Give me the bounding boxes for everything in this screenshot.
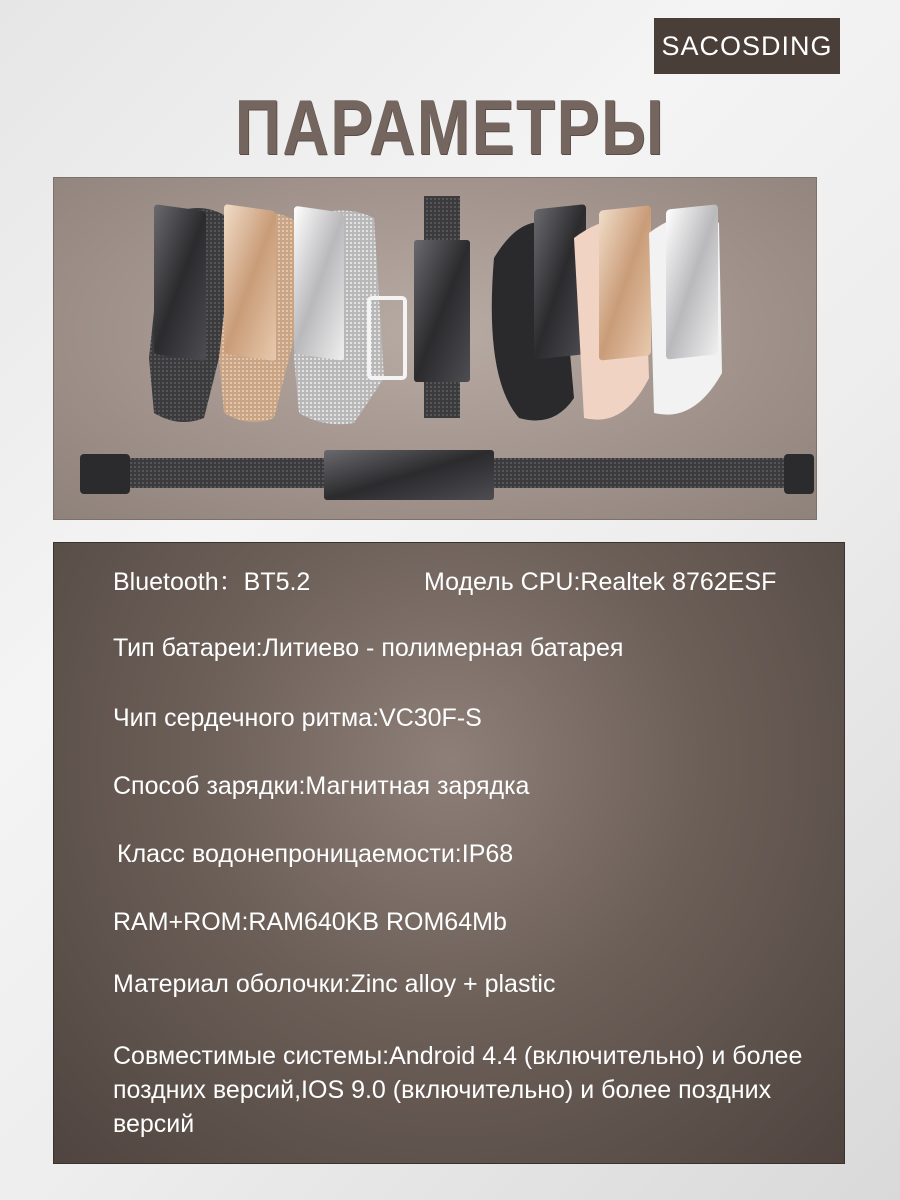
- spec-waterproof: Класс водонепроницаемости:IP68: [117, 840, 514, 868]
- spec-charging: Способ зарядки:Магнитная зарядка: [113, 772, 530, 800]
- band-black-mesh-front: [414, 196, 470, 418]
- brand-logo: [654, 18, 840, 74]
- band-rose-gold-mesh: [219, 204, 304, 422]
- band-black-silicone: [492, 204, 586, 420]
- band-black-mesh: [149, 204, 234, 422]
- spec-heart-rate-chip: Чип сердечного ритма:VC30F-S: [113, 704, 482, 732]
- product-image: [53, 177, 817, 520]
- band-silver-mesh: [294, 206, 405, 425]
- spec-bluetooth: Bluetooth：BT5.2: [113, 568, 311, 596]
- brand-logo-text: SACOSDING: [661, 30, 833, 61]
- spec-compatibility: Совместимые системы:Android 4.4 (включительно) и более поздних версий,IOS 9.0 (включительно) и более поздних версий: [113, 1042, 803, 1138]
- page-title: ПАРАМЕТРЫ: [234, 83, 666, 171]
- band-black-horizontal: [80, 450, 814, 500]
- spec-memory: RAM+ROM:RAM640KB ROM64Mb: [113, 908, 507, 936]
- spec-battery: Тип батареи:Литиево - полимерная батарея: [113, 634, 624, 662]
- spec-shell-material: Материал оболочки:Zinc alloy + plastic: [113, 970, 556, 998]
- band-white-silicone: [649, 204, 722, 414]
- spec-cpu: Модель CPU:Realtek 8762ESF: [424, 568, 777, 596]
- band-pink-silicone: [574, 205, 651, 419]
